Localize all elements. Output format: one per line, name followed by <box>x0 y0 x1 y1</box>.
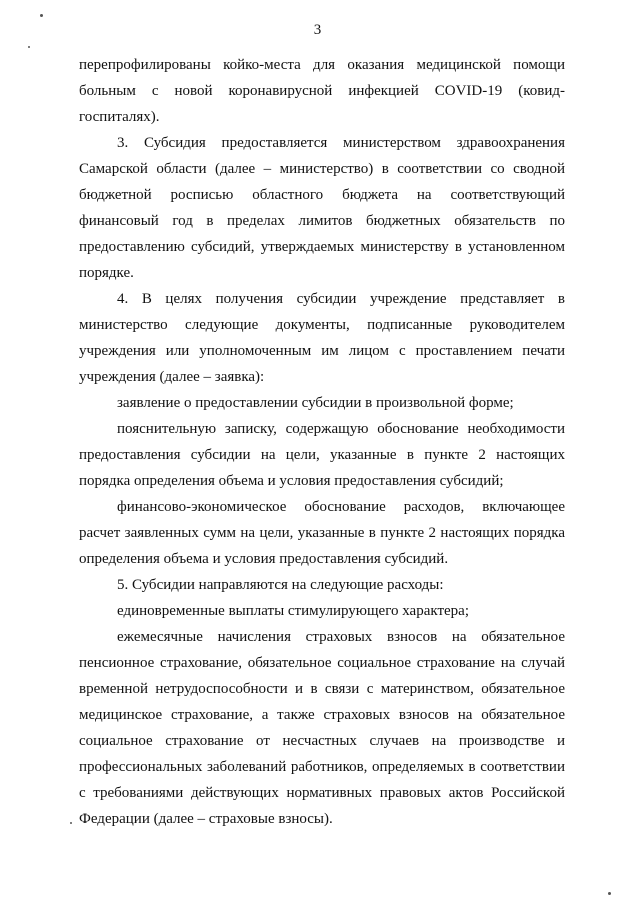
scan-speck <box>608 892 611 895</box>
paragraph-item-4: 4. В целях получения субсидии учреждение представляет в министерство следующие документы, подписанные руководителем учреждения или уполномоченным им лицом с проставлением печати учреждения (далее – заявка): <box>79 291 565 385</box>
scan-speck <box>70 822 72 824</box>
paragraph-one-time-payments: единовременные выплаты стимулирующего характера; <box>117 603 469 619</box>
paragraph-insurance-contributions: ежемесячные начисления страховых взносов на обязательное пенсионное страхование, обязательное социальное страхование на случай временной нетрудоспособности и в связи с материнством, обязательное медицинское страхование, а также страховых взносов на обязательное социальное страхование от несчастных случаев на производстве и профессиональных заболеваний работников, определяемых в соответствии с требованиями действующих нормативных правовых актов Российской Федерации (далее – страховые взносы). <box>79 629 565 827</box>
page-number: 3 <box>313 22 322 38</box>
paragraph-item-5: 5. Субсидии направляются на следующие расходы: <box>117 577 444 593</box>
scan-speck <box>40 14 43 17</box>
paragraph-application: заявление о предоставлении субсидии в произвольной форме; <box>117 395 514 411</box>
scan-speck <box>28 46 30 48</box>
paragraph-continuation: перепрофилированы койко-места для оказания медицинской помощи больным с новой коронавирусной инфекцией COVID-19 (ковид-госпиталях). <box>79 57 565 125</box>
paragraph-item-3: 3. Субсидия предоставляется министерством здравоохранения Самарской области (далее – министерство) в соответствии со сводной бюджетной росписью областного бюджета на соответствующий финансовый год в пределах лимитов бюджетных обязательств по предоставлению субсидий, утверждаемых министерству в установленном порядке. <box>79 135 565 281</box>
paragraph-explanatory-note: пояснительную записку, содержащую обоснование необходимости предоставления субсидии на цели, указанные в пункте 2 настоящих порядка определения объема и условия предоставления субсидий; <box>79 421 565 489</box>
document-body <box>79 52 565 832</box>
paragraph-financial-justification: финансово-экономическое обоснование расходов, включающее расчет заявленных сумм на цели, указанные в пункте 2 настоящих порядка определения объема и условия предоставления субсидий. <box>79 499 565 567</box>
